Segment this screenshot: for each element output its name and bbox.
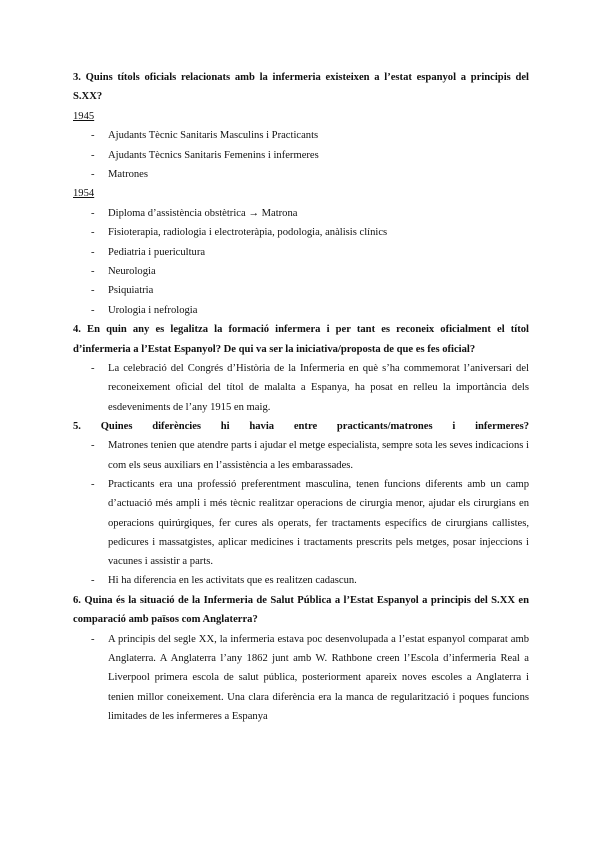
list-item xyxy=(73,204,529,223)
list-item-text: Fisioterapia, radiologia i electroteràpia, podologia, anàlisis clínics xyxy=(108,227,388,239)
list-item xyxy=(73,223,529,242)
list-item xyxy=(73,262,529,281)
list-item-text: Neurologia xyxy=(108,266,156,278)
list-item-text: Diploma d’assistència obstètrica → Matrona xyxy=(108,207,298,219)
list-item xyxy=(73,359,529,417)
bullet-dash: - xyxy=(91,304,95,316)
list-item xyxy=(73,436,529,475)
bullet-dash: - xyxy=(91,246,95,258)
bullet-dash: - xyxy=(91,440,95,452)
list-item-text: Hi ha diferencia en les activitats que es realitzen cadascun. xyxy=(108,575,357,587)
list-item-text: Ajudants Tècnic Sanitaris Masculins i Practicants xyxy=(108,130,319,142)
list-item-text: La celebració del Congrés d’Història de la Infermeria en què s’ha commemorat l’aniversari del reconeixement oficial del títol de malalta a Espanya, ha posat en relleu la importància dels esdeveniments de l’any 1915 en maig. xyxy=(108,363,529,413)
year-heading-1945: 1945 xyxy=(73,110,95,122)
bullet-dash: - xyxy=(91,285,95,297)
question-6-title: 6. Quina és la situació de la Infermeria de Salut Pública a l’Estat Espanyol a principis del S.XX en comparació amb països com Anglaterra? xyxy=(73,594,529,626)
question-3-title: 3. Quins títols oficials relacionats amb la infermeria existeixen a l’estat espanyol a principis del S.XX? xyxy=(73,72,529,103)
list-item-text: Psiquiatria xyxy=(108,285,154,297)
list-item-text: Ajudants Tècnics Sanitaris Femenins i infermeres xyxy=(108,149,319,161)
list-item xyxy=(73,146,529,165)
year-heading-1954: 1954 xyxy=(73,188,95,200)
bullet-dash: - xyxy=(91,575,95,587)
question-5-title: 5. Quines diferències hi havia entre practicants/matrones i infermeres? xyxy=(73,420,529,432)
bullet-dash: - xyxy=(91,363,95,375)
list-item-text: A principis del segle XX, la infermeria estava poc desenvolupada a l’estat espanyol comparat amb Anglaterra. A Anglaterra l’any 1862 junt amb W. Rathbone creen l’Escola d’infermeria Real a Liverpool primera escola de salut pública, posteriorment apareix noves escoles a Anglaterra i tenien millor coneixement. Una clara diferència era la manca de regularització i poques funcions limitades de les infermeres a Espanya xyxy=(108,633,529,722)
list-item xyxy=(73,475,529,571)
list-1945 xyxy=(73,126,529,184)
list-item xyxy=(73,165,529,184)
question-4-title: 4. En quin any es legalitza la formació infermera i per tant es reconeix oficialment el títol d’infermeria a l’Estat Espanyol? De qui va ser la iniciativa/proposta de que es fes oficial? xyxy=(73,324,529,355)
bullet-dash: - xyxy=(91,478,95,490)
document-body xyxy=(73,68,529,726)
list-item-text: Practicants era una professió preferentment masculina, tenen funcions diferents amb un camp d’actuació més ampli i més tècnic realitzar operacions de cirurgia menor, ajudar els cirurgians en operacions quirúrgiques, fer cures als operats, fer tractaments específics de cirurgians callistes, pedicures i massatgistes, aplicar medicines i tractaments prescrits pels metges, posar injeccions i vacunes i assistir a parts. xyxy=(108,478,529,568)
list-item xyxy=(73,281,529,300)
list-item-text: Urologia i nefrologia xyxy=(108,304,198,316)
bullet-dash: - xyxy=(91,227,95,239)
answer-5-list xyxy=(73,436,529,590)
bullet-dash: - xyxy=(91,207,95,219)
bullet-dash: - xyxy=(91,130,95,142)
list-item-text: Matrones xyxy=(108,169,149,181)
list-item-text: Matrones tenien que atendre parts i ajudar el metge especialista, sempre sota les seves indicacions i com els seus auxiliars en l’assistència a les embarassades. xyxy=(108,440,529,471)
list-item xyxy=(73,630,529,726)
list-item xyxy=(73,243,529,262)
answer-4-list xyxy=(73,359,529,417)
list-item-text: Pediatria i puericultura xyxy=(108,246,206,258)
list-item xyxy=(73,126,529,145)
list-1954 xyxy=(73,204,529,320)
bullet-dash: - xyxy=(91,149,95,161)
bullet-dash: - xyxy=(91,266,95,278)
list-item xyxy=(73,301,529,320)
bullet-dash: - xyxy=(91,633,95,645)
list-item xyxy=(73,571,529,590)
answer-6-list xyxy=(73,630,529,726)
bullet-dash: - xyxy=(91,169,95,181)
